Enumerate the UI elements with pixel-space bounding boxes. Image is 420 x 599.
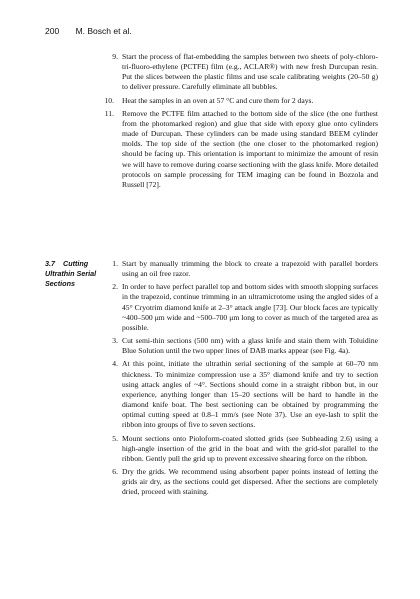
steps-list-top	[104, 52, 378, 193]
steps-list-bottom	[108, 259, 378, 500]
section-heading	[45, 259, 103, 289]
item-number: 5.	[112, 433, 118, 443]
list-item	[104, 95, 378, 106]
list-item	[104, 108, 378, 190]
item-number: 9.	[112, 52, 118, 61]
item-number: 4.	[112, 359, 118, 369]
running-header	[45, 26, 132, 36]
list-item	[108, 434, 378, 464]
item-number: 1.	[112, 259, 118, 268]
list-item	[108, 336, 378, 356]
item-text: Heat the samples in an oven at 57 °C and cure them for 2 days.	[122, 95, 314, 105]
list-item	[108, 359, 378, 430]
item-text: Dry the grids. We recommend using absorbent paper points instead of letting the grids air dry, as the sections could get dispersed. After the sections are completely dried, proceed with staining.	[122, 466, 378, 497]
item-number: 6.	[112, 466, 118, 476]
item-text: Cut semi-thin sections (500 nm) with a glass knife and stain them with Toluidine Blue Solution until the two upper lines of DAB marks appear (see Fig. 4a).	[122, 336, 378, 356]
item-text: Mount sections onto Pioloform-coated slotted grids (see Subheading 2.6) using a high-angle insertion of the grid in the boat and with the grid-slot parallel to the ribbon. Gently pull the grid up to prevent excessive shearing force on the ribbon.	[122, 433, 378, 463]
section-title: Cutting Ultrathin Serial Sections	[45, 259, 97, 288]
item-number: 2.	[112, 282, 118, 292]
item-text: At this point, initiate the ultrathin serial sectioning of the sample at 60–70 nm thickness. To minimize compression use a 35° diamond knife and try to section using attack angles of ~4°. Sections should come in a straight ribbon but, in our experience, anything longer than 15–20 sections will be hard to handle in the diamond knife boat. The best sectioning can be obtained by programming the optimal cutting speed at 0.8–1 mm/s (see Note 37). Use an eye-lash to split the ribbon into groups of five to seven sections.	[122, 359, 378, 430]
page-number: 200	[45, 26, 60, 36]
item-text: Remove the PCTFE film attached to the bottom side of the slice (the one furthest from the photomarked region) and glue that side with epoxy glue onto cylinders made of Durcupan. These cylinders can be made using standard BEEM cylinder molds. The top side of the section (the one closer to the photomarked region) should be facing up. This orientation is important to minimize the amount of resin we will have to remove during coarse sectioning with the glass knife. More detailed protocols on sample processing for TEM imaging can be found in Bozzola and Russell [72].	[122, 108, 378, 189]
list-item	[108, 282, 378, 333]
item-number: 10.	[104, 95, 114, 105]
item-text: Start by manually trimming the block to create a trapezoid with parallel borders using an oil free razor.	[122, 259, 378, 279]
item-text: In order to have perfect parallel top and bottom sides with smooth slopping surfaces in the trapezoid, continue trimming in an ultramicrotome using the angled sides of a 45° Cryotrim diamond knife at 2–3° attack angle [73]. Our block faces are typically ~400–500 μm wide and ~500–700 μm long to cover as much of the targeted area as possible.	[122, 282, 378, 332]
list-item	[108, 52, 378, 93]
item-text: Start the process of flat-embedding the samples between two sheets of poly-chloro-tri-fluoro-ethylene (PCTFE) film (e.g., ACLAR®) with new fresh Durcupan resin. Put the slices between the plastic films and use scale calibrating weights (20–50 g) to deliver pressure. Carefully eliminate all bubbles.	[122, 52, 378, 92]
list-item	[108, 259, 378, 279]
section-number: 3.7	[45, 259, 55, 268]
item-number: 3.	[112, 336, 118, 346]
item-number: 11.	[104, 108, 114, 118]
running-head: M. Bosch et al.	[75, 26, 132, 36]
list-item	[108, 467, 378, 497]
